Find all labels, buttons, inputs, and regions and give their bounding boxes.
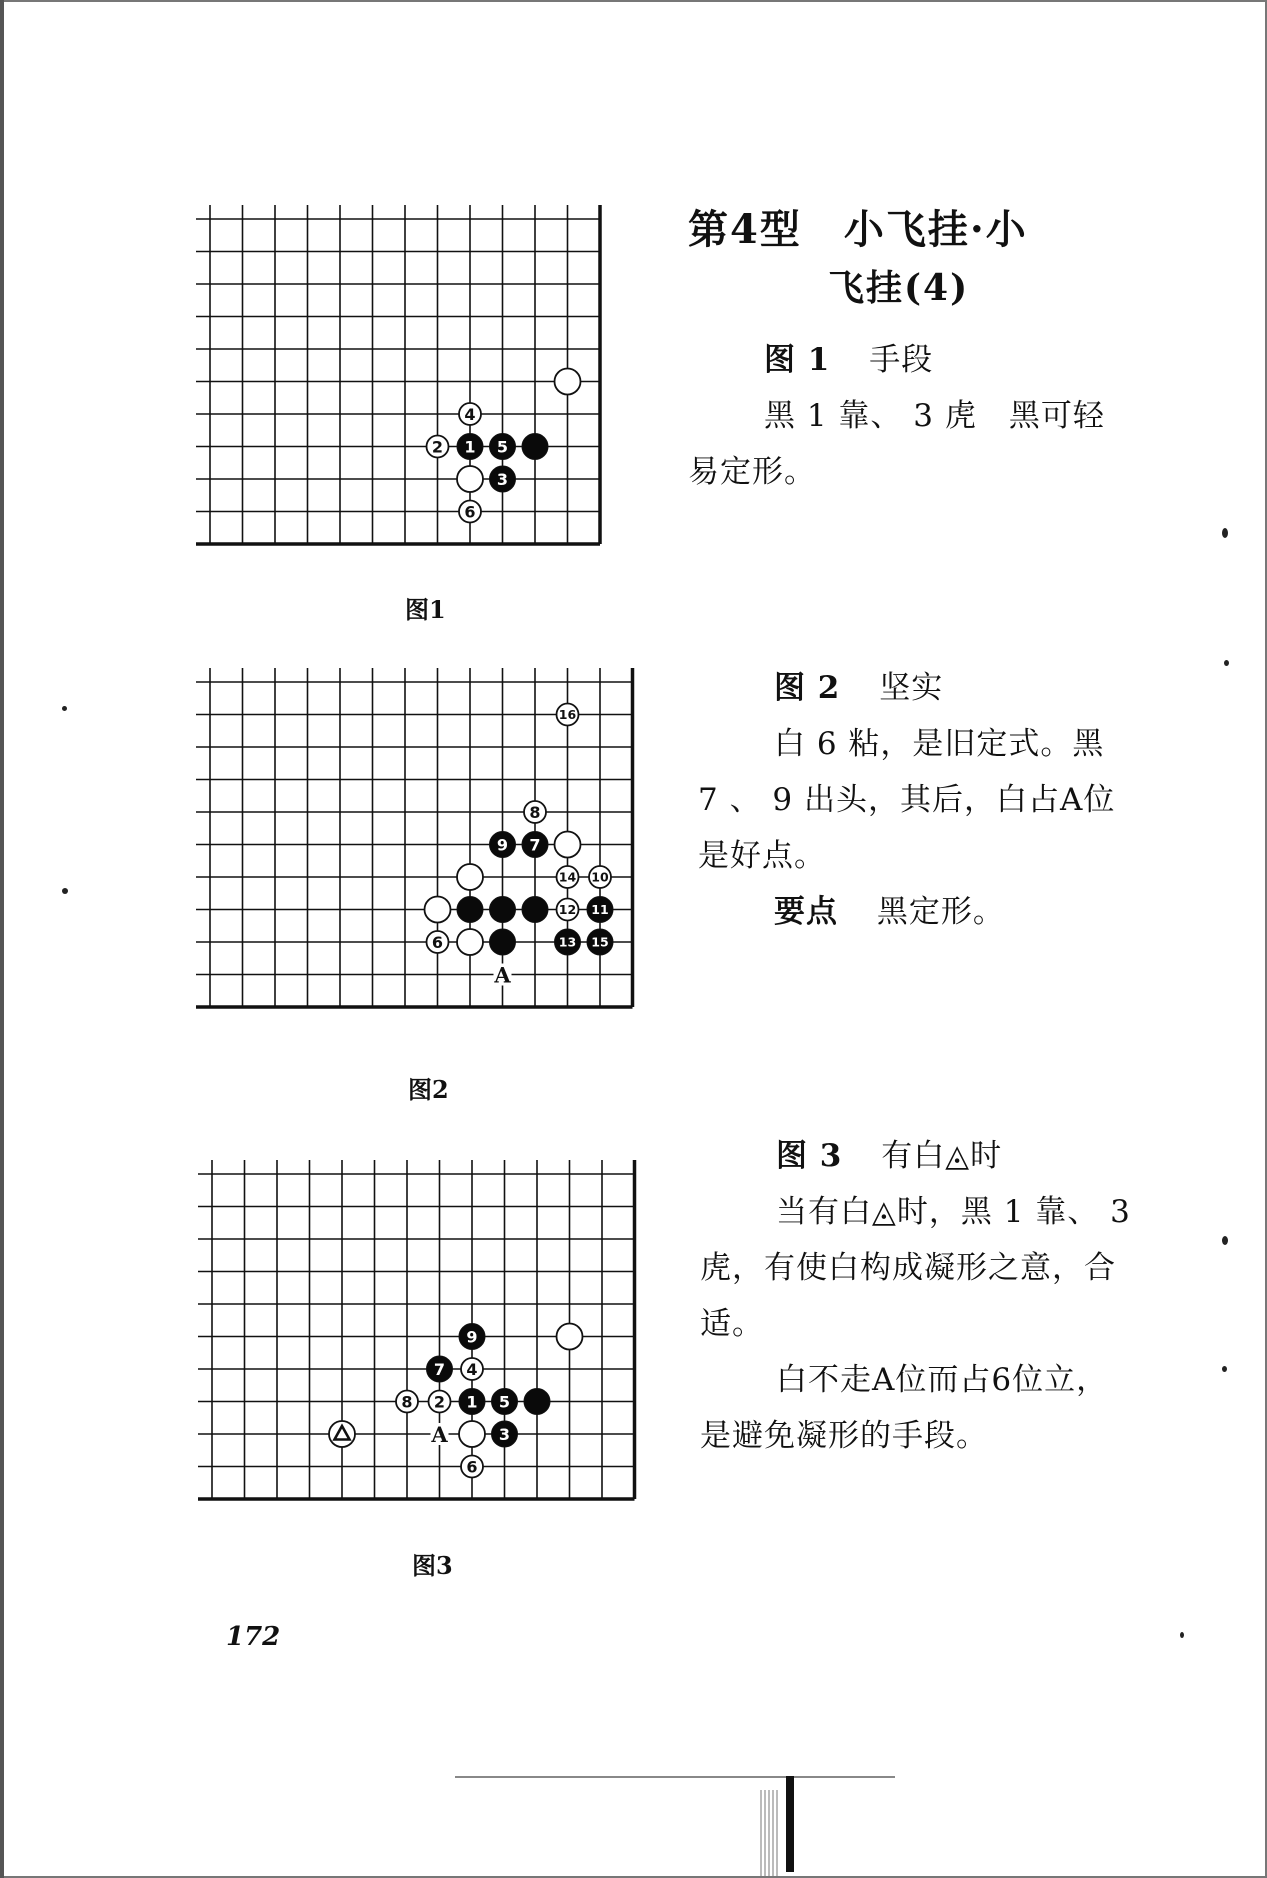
footer-rule xyxy=(455,1776,895,1778)
stone-move-number: 15 xyxy=(591,934,609,950)
figure-1-heading xyxy=(688,332,1133,388)
figure-3-paragraph-2: 白不走A位而占6位立，是避免凝形的手段。 xyxy=(700,1362,1109,1454)
black-stone xyxy=(457,897,483,923)
white-stone xyxy=(457,929,483,955)
stone-move-number: 9 xyxy=(496,835,509,855)
figure-3-heading-label: 图 3 xyxy=(776,1138,843,1174)
chapter-title-line1: 第4型 小飞挂·小 xyxy=(688,206,1028,253)
figure-2-keypoint-text: 黑定形。 xyxy=(876,894,1005,930)
figure-3-caption: 图3 xyxy=(412,1551,453,1580)
stone-move-number: 5 xyxy=(498,1392,511,1412)
go-board-figure-1 xyxy=(196,205,642,555)
black-stone xyxy=(524,1389,550,1415)
figure-2-heading xyxy=(698,660,1133,716)
page-edge-shadow xyxy=(0,0,4,1878)
stone-move-number: 1 xyxy=(464,437,476,457)
scan-speck xyxy=(1222,1236,1228,1245)
figure-1-heading-text: 手段 xyxy=(869,342,934,378)
go-board-svg-1 xyxy=(196,205,642,555)
black-stone xyxy=(490,929,516,955)
footer-scan-artifact xyxy=(760,1790,778,1876)
go-board-svg-2 xyxy=(196,668,648,1018)
figure-2-text xyxy=(698,660,1133,940)
point-marker-label: A xyxy=(494,962,511,988)
white-stone xyxy=(457,466,483,492)
white-stone xyxy=(555,369,581,395)
white-stone xyxy=(457,864,483,890)
scan-speck xyxy=(1222,1366,1227,1372)
black-stone xyxy=(522,897,548,923)
white-stone xyxy=(557,1324,583,1350)
figure-2-heading-text: 坚实 xyxy=(879,670,944,706)
stone-move-number: 9 xyxy=(466,1327,478,1347)
figure-3-text xyxy=(700,1128,1137,1464)
scan-speck xyxy=(1222,528,1228,538)
stone-move-number: 3 xyxy=(498,1424,511,1444)
go-board-figure-3 xyxy=(198,1160,650,1510)
go-board-figure-2 xyxy=(196,668,648,1018)
stone-move-number: 5 xyxy=(496,437,509,457)
black-stone xyxy=(490,897,516,923)
figure-2-keypoint-label: 要点 xyxy=(774,894,838,930)
stone-move-number: 6 xyxy=(466,1457,478,1477)
white-stone xyxy=(425,897,451,923)
point-marker-label: A xyxy=(431,1422,448,1447)
go-board-svg-3 xyxy=(198,1160,650,1510)
stone-move-number: 1 xyxy=(466,1392,478,1412)
scan-speck xyxy=(62,888,68,894)
white-stone xyxy=(555,832,581,858)
figure-1-heading-label: 图 1 xyxy=(764,342,831,378)
figure-3-paragraph-1: 当有白◬时，黑 1 靠、 3 虎，有使白构成凝形之意，合适。 xyxy=(700,1194,1131,1342)
figure-3-heading xyxy=(700,1128,1137,1184)
stone-move-number: 8 xyxy=(529,802,541,822)
stone-move-number: 7 xyxy=(433,1359,446,1379)
stone-move-number: 8 xyxy=(401,1392,413,1412)
stone-move-number: 6 xyxy=(464,502,476,522)
stone-move-number: 4 xyxy=(466,1359,478,1379)
figure-2-paragraph-1: 白 6 粘，是旧定式。黑 7 、 9 出头，其后，白占A位是好点。 xyxy=(698,726,1116,874)
stone-move-number: 4 xyxy=(464,404,476,424)
figure-2-caption: 图2 xyxy=(408,1075,449,1104)
figure-1-paragraph-1: 黑 1 靠、 3 虎 黑可轻易定形。 xyxy=(688,398,1105,490)
figure-1-caption: 图1 xyxy=(405,595,446,624)
chapter-title-line2: 飞挂(4) xyxy=(828,267,970,309)
board-grid xyxy=(196,205,600,544)
scan-speck xyxy=(1180,1632,1184,1638)
stone-move-number: 2 xyxy=(433,1392,446,1412)
stone-move-number: 6 xyxy=(431,932,444,952)
stone-move-number: 3 xyxy=(496,469,509,489)
figure-3-heading-text: 有白◬时 xyxy=(881,1138,1003,1174)
stone-move-number: 7 xyxy=(529,835,541,855)
figure-2-keypoint xyxy=(698,884,1133,940)
stone-move-number: 2 xyxy=(431,437,444,457)
black-stone xyxy=(522,434,548,460)
stone-move-number: 16 xyxy=(558,707,577,722)
footer-binding-mark xyxy=(786,1776,794,1872)
stone-move-number: 10 xyxy=(591,869,609,885)
stone-move-number: 12 xyxy=(558,902,577,917)
scan-speck xyxy=(1224,660,1229,666)
stone-move-number: 14 xyxy=(558,869,577,885)
stone-move-number: 11 xyxy=(591,902,609,917)
scan-speck xyxy=(62,706,67,711)
stone-move-number: 13 xyxy=(558,934,577,950)
figure-2-heading-label: 图 2 xyxy=(774,670,841,706)
figure-1-text xyxy=(688,332,1133,500)
white-stone xyxy=(459,1421,485,1447)
page-number: 172 xyxy=(226,1622,281,1652)
